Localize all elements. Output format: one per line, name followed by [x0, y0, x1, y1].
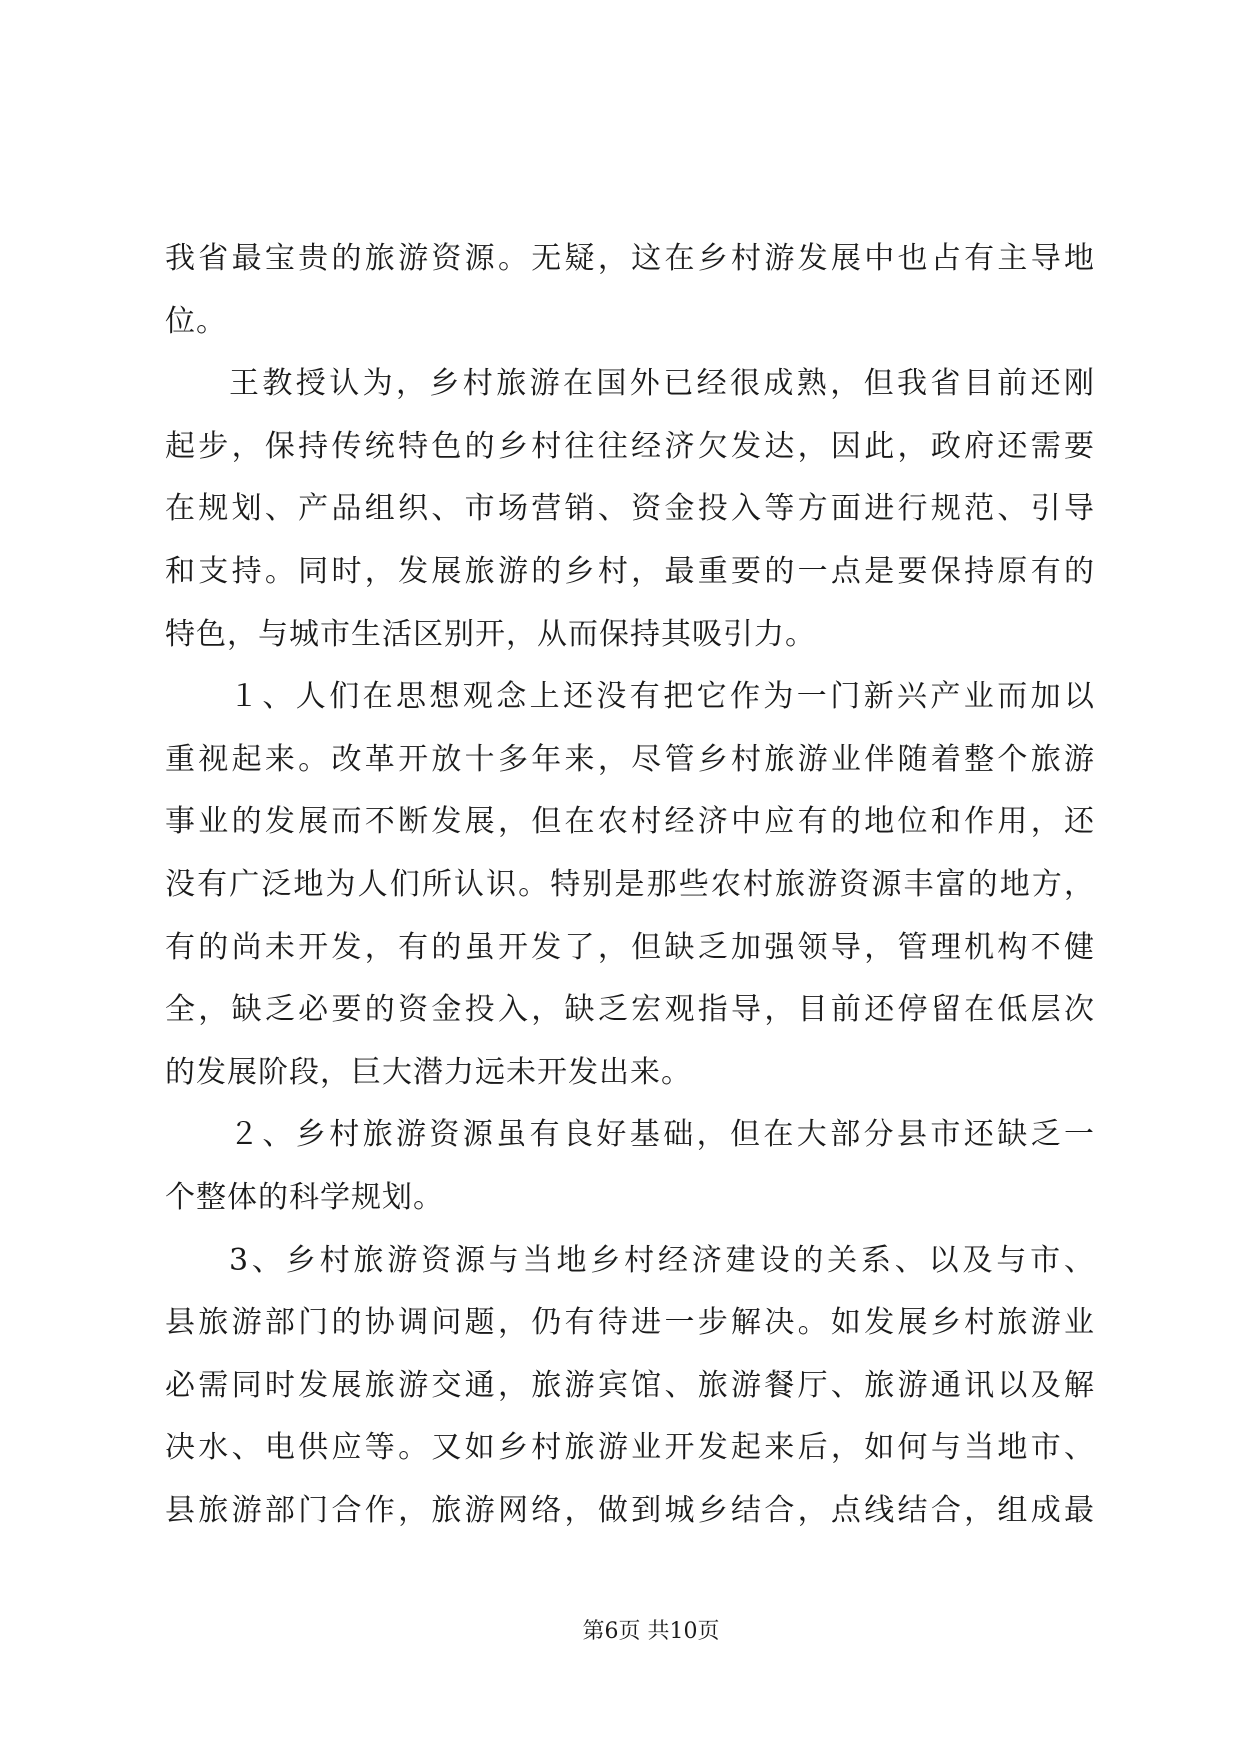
- text-line: 有的尚未开发，有的虽开发了，但缺乏加强领导，管理机构不健: [165, 929, 1095, 965]
- text-line: 重视起来。改革开放十多年来，尽管乡村旅游业伴随着整个旅游: [165, 741, 1095, 777]
- text-line: 决水、电供应等。又如乡村旅游业开发起来后，如何与当地市、: [165, 1430, 1095, 1466]
- paragraph-first-line: ２、乡村旅游资源虽有良好基础，但在大部分县市还缺乏一: [229, 1117, 1095, 1153]
- text-line: 县旅游部门合作，旅游网络，做到城乡结合，点线结合，组成最: [165, 1492, 1095, 1528]
- text-line: 的发展阶段，巨大潜力远未开发出来。: [165, 1054, 692, 1090]
- text-line: 县旅游部门的协调问题，仍有待进一步解决。如发展乡村旅游业: [165, 1305, 1095, 1341]
- text-line: 起步，保持传统特色的乡村往往经济欠发达，因此，政府还需要: [165, 428, 1095, 464]
- text-line: 必需同时发展旅游交通，旅游宾馆、旅游餐厅、旅游通讯以及解: [165, 1367, 1095, 1403]
- text-line: 事业的发展而不断发展，但在农村经济中应有的地位和作用，还: [165, 804, 1095, 840]
- text-line: 个整体的科学规划。: [165, 1179, 444, 1215]
- page-number-footer: 第6页 共10页: [582, 1619, 720, 1644]
- text-line: 我省最宝贵的旅游资源。无疑，这在乡村游发展中也占有主导地: [165, 241, 1095, 276]
- text-line: 全，缺乏必要的资金投入，缺乏宏观指导，目前还停留在低层次: [165, 992, 1095, 1028]
- paragraph-first-line: １、人们在思想观念上还没有把它作为一门新兴产业而加以: [229, 679, 1095, 715]
- document-body: [165, 228, 1095, 1542]
- text-line: 和支持。同时，发展旅游的乡村，最重要的一点是要保持原有的: [165, 553, 1095, 589]
- text-line: 位。: [165, 303, 227, 339]
- text-line: 没有广泛地为人们所认识。特别是那些农村旅游资源丰富的地方，: [165, 866, 1095, 902]
- text-line: 特色，与城市生活区别开，从而保持其吸引力。: [165, 616, 816, 652]
- paragraph-first-line: 王教授认为，乡村旅游在国外已经很成熟，但我省目前还刚: [229, 366, 1095, 402]
- paragraph-first-line: 3、乡村旅游资源与当地乡村经济建设的关系、以及与市、: [229, 1242, 1095, 1278]
- text-line: 在规划、产品组织、市场营销、资金投入等方面进行规范、引导: [165, 491, 1095, 527]
